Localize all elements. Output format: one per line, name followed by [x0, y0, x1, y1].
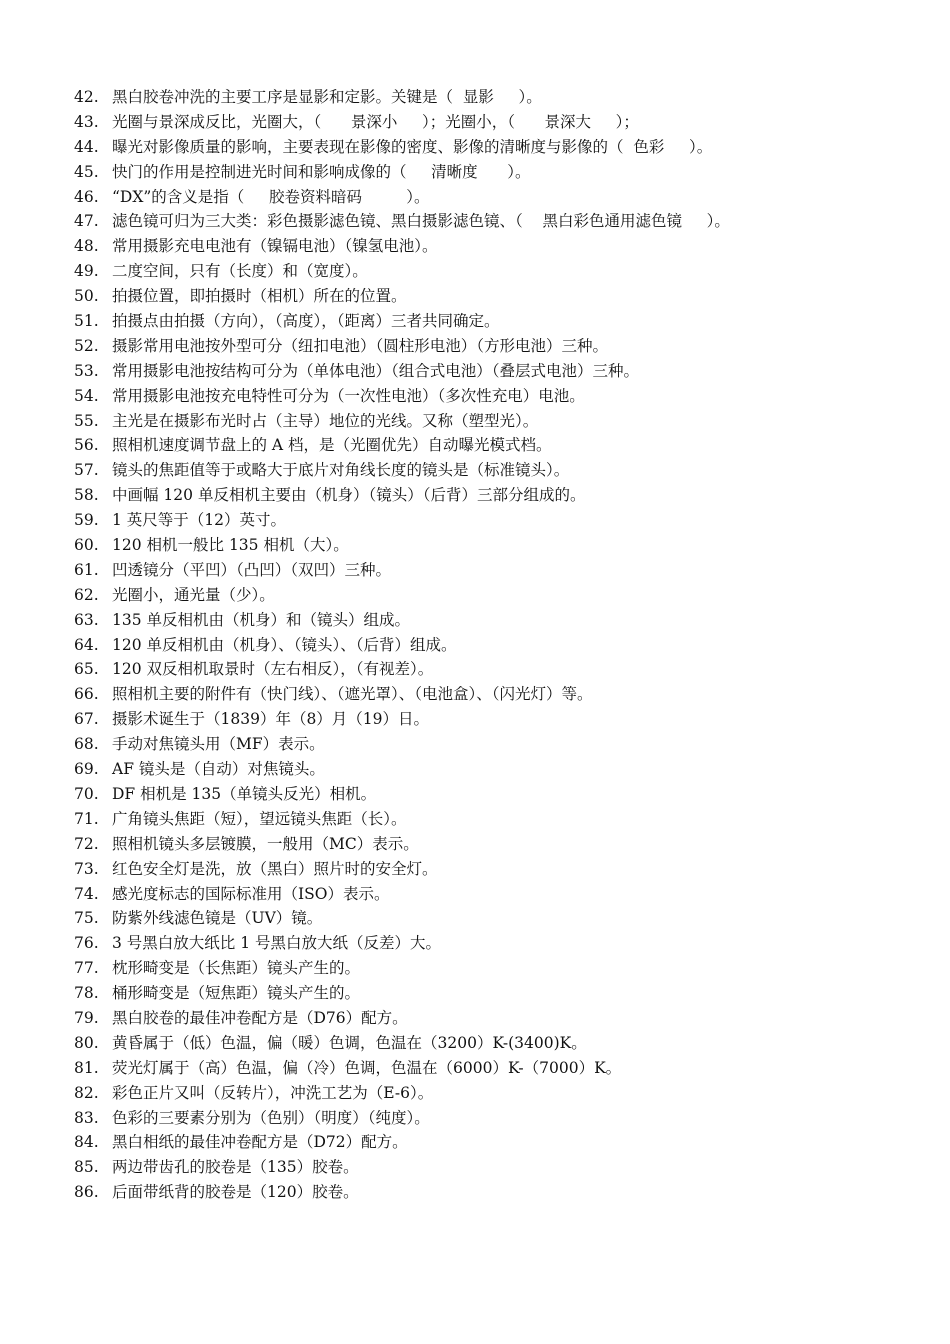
item-number: 60. — [74, 536, 99, 555]
list-item — [74, 309, 934, 334]
list-item — [74, 1130, 934, 1155]
item-text: 桶形畸变是（短焦距）镜头产生的。 — [112, 984, 361, 1003]
list-item — [74, 633, 934, 658]
list-item — [74, 508, 934, 533]
list-item — [74, 1180, 934, 1205]
item-text: 凹透镜分（平凹）（凸凹）（双凹）三种。 — [112, 560, 392, 579]
item-text: 常用摄影充电电池有（镍镉电池）（镍氢电池）。 — [112, 237, 438, 256]
item-number: 76. — [74, 934, 99, 953]
item-text: AF 镜头是（自动）对焦镜头。 — [112, 760, 325, 779]
item-number: 43. — [74, 112, 99, 131]
item-text: 枕形畸变是（长焦距）镜头产生的。 — [112, 959, 361, 978]
list-item — [74, 956, 934, 981]
item-number: 55. — [74, 411, 99, 430]
item-text: 摄影常用电池按外型可分（纽扣电池）（圆柱形电池）（方形电池）三种。 — [112, 336, 609, 355]
item-text: 120 相机一般比 135 相机（大）。 — [112, 536, 349, 555]
item-text: 后面带纸背的胶卷是（120）胶卷。 — [112, 1183, 359, 1202]
item-text: 摄影术诞生于（1839）年（8）月（19）日。 — [112, 710, 430, 729]
item-number: 51. — [74, 312, 99, 331]
list-item — [74, 458, 934, 483]
item-text: 光圈与景深成反比，光圈大，（ 景深小 ）；光圈小，（ 景深大 ）； — [112, 112, 639, 131]
item-text: 荧光灯属于（高）色温，偏（冷）色调，色温在（6000）K-（7000）K。 — [112, 1058, 622, 1077]
item-text: 光圈小，通光量（少）。 — [112, 585, 275, 604]
item-number: 61. — [74, 560, 99, 579]
list-item — [74, 906, 934, 931]
item-text: 拍摄位置，即拍摄时（相机）所在的位置。 — [112, 287, 407, 306]
list-item — [74, 857, 934, 882]
item-text: “DX”的含义是指（ 胶卷资料暗码 ）。 — [112, 187, 430, 206]
list-item — [74, 1081, 934, 1106]
item-number: 46. — [74, 187, 99, 206]
item-number: 49. — [74, 262, 99, 281]
item-number: 74. — [74, 884, 99, 903]
item-text: 黄昏属于（低）色温，偏（暖）色调，色温在（3200）K-(3400)K。 — [112, 1033, 587, 1052]
item-number: 75. — [74, 909, 99, 928]
item-text: 黑白相纸的最佳冲卷配方是（D72）配方。 — [112, 1133, 408, 1152]
item-number: 72. — [74, 834, 99, 853]
item-number: 85. — [74, 1158, 99, 1177]
list-item — [74, 384, 934, 409]
list-item — [74, 533, 934, 558]
item-number: 45. — [74, 162, 99, 181]
item-text: 照相机主要的附件有（快门线）、（遮光罩）、（电池盒）、（闪光灯）等。 — [112, 685, 593, 704]
item-text: 快门的作用是控制进光时间和影响成像的（ 清晰度 ）。 — [112, 162, 531, 181]
item-text: 黑白胶卷的最佳冲卷配方是（D76）配方。 — [112, 1008, 408, 1027]
item-number: 47. — [74, 212, 99, 231]
item-text: 中画幅 120 单反相机主要由（机身）（镜头）（后背）三部分组成的。 — [112, 486, 586, 505]
list-item — [74, 583, 934, 608]
item-number: 53. — [74, 361, 99, 380]
list-item — [74, 1056, 934, 1081]
item-text: 常用摄影电池按结构可分为（单体电池）（组合式电池）（叠层式电池）三种。 — [112, 361, 640, 380]
item-number: 65. — [74, 660, 99, 679]
item-number: 69. — [74, 760, 99, 779]
list-item — [74, 185, 934, 210]
item-text: 常用摄影电池按充电特性可分为（一次性电池）（多次性充电）电池。 — [112, 386, 585, 405]
list-item — [74, 981, 934, 1006]
list-item — [74, 608, 934, 633]
list-item — [74, 85, 934, 110]
item-number: 73. — [74, 859, 99, 878]
list-item — [74, 433, 934, 458]
item-number: 56. — [74, 436, 99, 455]
item-number: 70. — [74, 784, 99, 803]
list-item — [74, 259, 934, 284]
item-text: 135 单反相机由（机身）和（镜头）组成。 — [112, 610, 411, 629]
list-item — [74, 682, 934, 707]
item-text: 防紫外线滤色镜是（UV）镜。 — [112, 909, 323, 928]
list-item — [74, 832, 934, 857]
item-number: 42. — [74, 88, 99, 106]
list-item — [74, 234, 934, 259]
list-item — [74, 807, 934, 832]
item-number: 78. — [74, 984, 99, 1003]
item-text: 曝光对影像质量的影响，主要表现在影像的密度、影像的清晰度与影像的（ 色彩 ）。 — [112, 137, 713, 156]
list-item — [74, 558, 934, 583]
list-item — [74, 1155, 934, 1180]
item-text: 3 号黑白放大纸比 1 号黑白放大纸（反差）大。 — [112, 934, 442, 953]
list-item — [74, 359, 934, 384]
list-item — [74, 732, 934, 757]
item-number: 80. — [74, 1033, 99, 1052]
item-text: 黑白胶卷冲洗的主要工序是显影和定影。关键是（ 显影 ）。 — [112, 88, 542, 106]
item-number: 71. — [74, 809, 99, 828]
item-text: 120 双反相机取景时（左右相反），（有视差）。 — [112, 660, 434, 679]
item-text: 镜头的焦距值等于或略大于底片对角线长度的镜头是（标准镜头）。 — [112, 461, 570, 480]
item-text: 彩色正片又叫（反转片），冲洗工艺为（E-6）。 — [112, 1083, 434, 1102]
item-text: 主光是在摄影布光时占（主导）地位的光线。又称（塑型光）。 — [112, 411, 539, 430]
list-item — [74, 757, 934, 782]
item-text: DF 相机是 135（单镜头反光）相机。 — [112, 784, 377, 803]
list-item — [74, 1006, 934, 1031]
item-number: 81. — [74, 1058, 99, 1077]
item-number: 86. — [74, 1183, 99, 1202]
list-item — [74, 707, 934, 732]
list-item — [74, 1106, 934, 1131]
list-item — [74, 209, 934, 234]
item-text: 感光度标志的国际标准用（ISO）表示。 — [112, 884, 390, 903]
item-text: 二度空间，只有（长度）和（宽度）。 — [112, 262, 368, 281]
item-number: 57. — [74, 461, 99, 480]
item-number: 54. — [74, 386, 99, 405]
item-number: 52. — [74, 336, 99, 355]
item-text: 色彩的三要素分别为（色别）（明度）（纯度）。 — [112, 1108, 430, 1127]
item-number: 50. — [74, 287, 99, 306]
list-item — [74, 657, 934, 682]
list-item — [74, 110, 934, 135]
item-text: 照相机镜头多层镀膜，一般用（MC）表示。 — [112, 834, 419, 853]
item-number: 59. — [74, 511, 99, 530]
item-number: 58. — [74, 486, 99, 505]
list-item — [74, 409, 934, 434]
question-list — [74, 85, 934, 1205]
list-item — [74, 135, 934, 160]
item-text: 120 单反相机由（机身）、（镜头）、（后背）组成。 — [112, 635, 457, 654]
item-number: 83. — [74, 1108, 99, 1127]
list-item — [74, 882, 934, 907]
item-text: 1 英尺等于（12）英寸。 — [112, 511, 287, 530]
item-number: 62. — [74, 585, 99, 604]
item-number: 48. — [74, 237, 99, 256]
item-number: 82. — [74, 1083, 99, 1102]
list-item — [74, 782, 934, 807]
item-number: 84. — [74, 1133, 99, 1152]
item-number: 67. — [74, 710, 99, 729]
item-number: 63. — [74, 610, 99, 629]
list-item — [74, 284, 934, 309]
item-text: 手动对焦镜头用（MF）表示。 — [112, 735, 325, 754]
item-number: 79. — [74, 1008, 99, 1027]
item-number: 66. — [74, 685, 99, 704]
list-item — [74, 160, 934, 185]
item-text: 滤色镜可归为三大类：彩色摄影滤色镜、黑白摄影滤色镜、（ 黑白彩色通用滤色镜 ）。 — [112, 212, 730, 231]
item-number: 44. — [74, 137, 99, 156]
item-number: 68. — [74, 735, 99, 754]
list-item — [74, 931, 934, 956]
list-item — [74, 1031, 934, 1056]
item-text: 拍摄点由拍摄（方向），（高度），（距离）三者共同确定。 — [112, 312, 500, 331]
item-number: 64. — [74, 635, 99, 654]
item-text: 红色安全灯是洗，放（黑白）照片时的安全灯。 — [112, 859, 438, 878]
item-text: 两边带齿孔的胶卷是（135）胶卷。 — [112, 1158, 359, 1177]
list-item — [74, 334, 934, 359]
item-text: 照相机速度调节盘上的 A 档，是（光圈优先）自动曝光模式档。 — [112, 436, 552, 455]
item-number: 77. — [74, 959, 99, 978]
list-item — [74, 483, 934, 508]
item-text: 广角镜头焦距（短），望远镜头焦距（长）。 — [112, 809, 407, 828]
